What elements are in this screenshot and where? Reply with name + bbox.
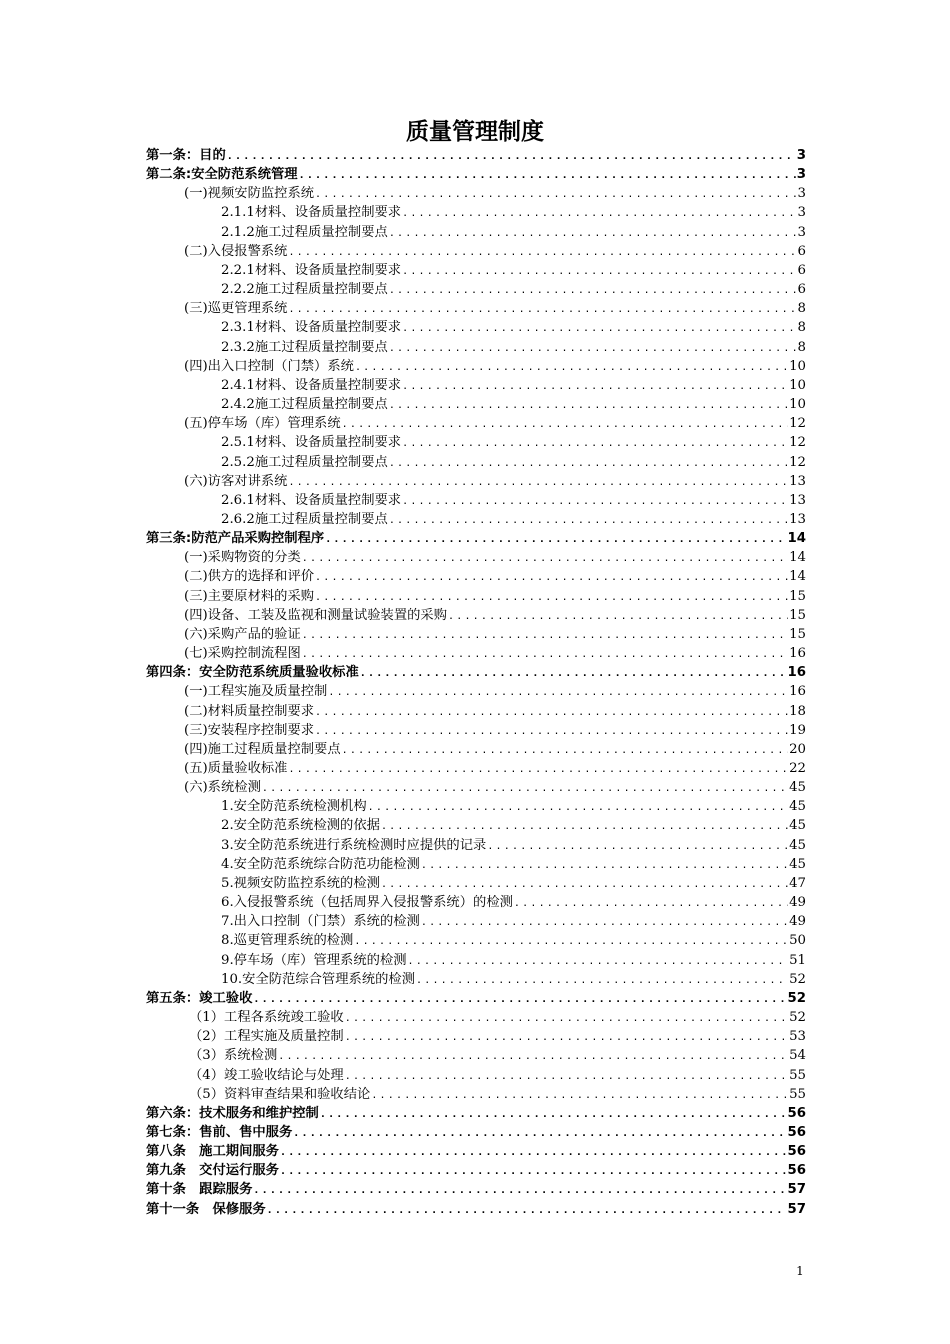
- document-title: 质量管理制度: [406, 119, 544, 145]
- toc-dot-leader: [421, 913, 788, 931]
- toc-dot-leader: [288, 243, 796, 261]
- toc-entry-page: 8: [797, 339, 806, 355]
- toc-entry-page: 16: [787, 665, 806, 681]
- toc-dot-leader: [325, 530, 786, 548]
- toc-dot-leader: [328, 683, 788, 701]
- toc-entry-page: 52: [787, 990, 806, 1006]
- toc-dot-leader: [368, 798, 788, 816]
- toc-entry-page: 3: [797, 186, 806, 202]
- toc-entry[interactable]: [146, 1200, 806, 1219]
- toc-entry-title: （2）工程实施及质量控制: [189, 1029, 344, 1045]
- toc-entry[interactable]: [146, 931, 806, 950]
- toc-entry[interactable]: [146, 433, 806, 452]
- toc-dot-leader: [389, 396, 788, 414]
- toc-entry[interactable]: [146, 740, 806, 759]
- toc-entry-title: 4.安全防范系统综合防范功能检测: [221, 856, 420, 872]
- toc-entry[interactable]: [146, 797, 806, 816]
- toc-dot-leader: [302, 626, 788, 644]
- toc-dot-leader: [253, 1181, 786, 1199]
- toc-entry-page: 45: [789, 837, 806, 853]
- toc-entry-title: 第七条：售前、售中服务: [146, 1124, 293, 1140]
- toc-entry[interactable]: [146, 587, 806, 606]
- toc-dot-leader: [227, 147, 796, 165]
- toc-entry-title: (五)质量验收标准: [184, 761, 288, 776]
- toc-entry[interactable]: [146, 1046, 806, 1065]
- toc-entry[interactable]: [146, 1104, 806, 1123]
- toc-entry-page: 3: [797, 205, 806, 221]
- toc-dot-leader: [389, 339, 797, 357]
- toc-entry-title: (二)供方的选择和评价: [184, 569, 315, 585]
- toc-entry-title: (三)巡更管理系统: [184, 301, 288, 317]
- toc-entry-page: 56: [787, 1105, 806, 1121]
- toc-entry-page: 12: [789, 454, 806, 470]
- toc-dot-leader: [299, 166, 796, 184]
- toc-entry-title: 2.3.2施工过程质量控制要点: [221, 339, 388, 355]
- toc-entry[interactable]: [146, 625, 806, 644]
- toc-dot-leader: [402, 262, 796, 280]
- toc-dot-leader: [288, 760, 788, 778]
- toc-entry-title: 2.1.1材料、设备质量控制要求: [221, 205, 402, 221]
- toc-dot-leader: [315, 568, 788, 586]
- toc-dot-leader: [345, 1028, 788, 1046]
- toc-entry-page: 57: [787, 1182, 806, 1198]
- toc-entry[interactable]: [146, 1180, 806, 1199]
- toc-dot-leader: [280, 1162, 787, 1180]
- toc-entry-page: 56: [787, 1144, 806, 1160]
- toc-dot-leader: [402, 492, 788, 510]
- toc-entry-title: 6.入侵报警系统（包括周界入侵报警系统）的检测: [221, 895, 513, 911]
- page-number: 1: [796, 1264, 804, 1278]
- toc-dot-leader: [315, 722, 788, 740]
- toc-entry[interactable]: [146, 261, 806, 280]
- toc-entry-title: （3）系统检测: [189, 1048, 278, 1064]
- toc-entry-page: 6: [797, 282, 806, 298]
- toc-entry-page: 15: [789, 607, 806, 623]
- toc-entry-page: 3: [796, 167, 806, 183]
- toc-entry-title: （4）竣工验收结论与处理: [189, 1067, 344, 1083]
- toc-entry-page: 22: [789, 761, 806, 776]
- toc-entry-title: 2.6.2施工过程质量控制要点: [221, 511, 388, 527]
- toc-entry-page: 10: [789, 397, 806, 413]
- toc-entry-title: 第三条:防范产品采购控制程序: [146, 531, 325, 547]
- toc-entry-title: 1.安全防范系统检测机构: [221, 799, 367, 815]
- toc-entry[interactable]: [146, 299, 806, 318]
- toc-entry[interactable]: [146, 165, 806, 184]
- toc-dot-leader: [389, 454, 788, 472]
- toc-entry-title: 2.4.2施工过程质量控制要点: [221, 397, 388, 413]
- toc-entry-title: (六)系统检测: [184, 780, 261, 796]
- toc-dot-leader: [355, 358, 788, 376]
- toc-dot-leader: [302, 645, 788, 663]
- toc-entry-page: 13: [789, 473, 806, 489]
- toc-entry-title: （5）资料审查结果和验收结论: [189, 1086, 371, 1102]
- toc-entry-title: (七)采购控制流程图: [184, 646, 301, 662]
- toc-entry-title: 第十条 跟踪服务: [146, 1182, 253, 1198]
- toc-entry-title: 第八条 施工期间服务: [146, 1144, 279, 1160]
- toc-entry-title: (四)出入口控制（门禁）系统: [184, 358, 354, 374]
- toc-entry[interactable]: [146, 836, 806, 855]
- toc-entry-page: 53: [789, 1029, 806, 1045]
- toc-entry[interactable]: [146, 912, 806, 931]
- toc-entry-title: 8.巡更管理系统的检测: [221, 933, 354, 949]
- toc-dot-leader: [402, 204, 796, 222]
- toc-entry-title: 5.视频安防监控系统的检测: [221, 875, 380, 891]
- toc-entry-page: 47: [789, 875, 806, 891]
- toc-entry-page: 52: [789, 971, 806, 987]
- toc-entry-title: 2.2.1材料、设备质量控制要求: [221, 262, 402, 278]
- toc-entry[interactable]: [146, 778, 806, 797]
- toc-entry-page: 49: [789, 914, 806, 930]
- toc-dot-leader: [381, 875, 788, 893]
- toc-entry-title: 第六条：技术服务和维护控制: [146, 1105, 319, 1121]
- toc-entry-page: 14: [787, 531, 806, 547]
- toc-entry[interactable]: [146, 510, 806, 529]
- toc-entry-title: 2.5.1材料、设备质量控制要求: [221, 435, 402, 451]
- toc-dot-leader: [408, 952, 789, 970]
- toc-entry[interactable]: [146, 376, 806, 395]
- toc-entry[interactable]: [146, 491, 806, 510]
- toc-entry[interactable]: [146, 855, 806, 874]
- toc-dot-leader: [315, 588, 788, 606]
- toc-entry-page: 16: [789, 646, 806, 662]
- toc-entry-page: 6: [797, 262, 806, 278]
- toc-entry-title: 2.6.1材料、设备质量控制要求: [221, 492, 402, 508]
- toc-dot-leader: [402, 434, 788, 452]
- toc-entry-page: 55: [789, 1086, 806, 1102]
- toc-entry-page: 45: [789, 818, 806, 834]
- toc-entry[interactable]: [146, 1142, 806, 1161]
- toc-entry-page: 54: [789, 1048, 806, 1064]
- toc-entry-page: 55: [789, 1067, 806, 1083]
- toc-entry[interactable]: [146, 682, 806, 701]
- toc-entry-title: (一)采购物资的分类: [184, 550, 301, 566]
- toc-entry[interactable]: [146, 318, 806, 337]
- toc-entry[interactable]: [146, 893, 806, 912]
- toc-entry-page: 6: [797, 243, 806, 259]
- toc-entry[interactable]: [146, 1066, 806, 1085]
- toc-entry-title: (六)采购产品的验证: [184, 626, 301, 642]
- toc-entry[interactable]: [146, 223, 806, 242]
- toc-entry-page: 16: [789, 684, 806, 700]
- toc-entry-title: 第五条：竣工验收: [146, 990, 253, 1006]
- toc-dot-leader: [345, 1009, 788, 1027]
- toc-dot-leader: [360, 664, 787, 682]
- toc-entry[interactable]: [146, 472, 806, 491]
- toc-entry-page: 12: [789, 416, 806, 432]
- toc-entry-title: （1）工程各系统竣工验收: [189, 1010, 344, 1026]
- toc-entry-title: (二)入侵报警系统: [184, 243, 288, 259]
- toc-dot-leader: [514, 894, 788, 912]
- toc-dot-leader: [278, 1047, 788, 1065]
- toc-entry[interactable]: [146, 606, 806, 625]
- toc-dot-leader: [315, 703, 788, 721]
- toc-entry[interactable]: [146, 280, 806, 299]
- toc-entry-title: (三)主要原材料的采购: [184, 588, 315, 604]
- toc-dot-leader: [448, 607, 788, 625]
- toc-entry-title: 第九条 交付运行服务: [146, 1163, 279, 1179]
- toc-entry-page: 45: [789, 799, 806, 815]
- toc-entry[interactable]: [146, 874, 806, 893]
- toc-dot-leader: [320, 1105, 787, 1123]
- toc-entry-title: 3.安全防范系统进行系统检测时应提供的记录: [221, 837, 487, 853]
- toc-entry-page: 49: [789, 895, 806, 911]
- toc-entry[interactable]: [146, 338, 806, 357]
- toc-dot-leader: [345, 1067, 788, 1085]
- toc-entry-page: 56: [787, 1163, 806, 1179]
- toc-dot-leader: [315, 185, 796, 203]
- toc-entry[interactable]: [146, 1027, 806, 1046]
- toc-dot-leader: [288, 473, 788, 491]
- toc-entry-title: 第四条：安全防范系统质量验收标准: [146, 665, 359, 681]
- toc-entry-title: 10.安全防范综合管理系统的检测: [221, 971, 416, 987]
- toc-entry[interactable]: [146, 663, 806, 682]
- toc-entry-page: 15: [789, 626, 806, 642]
- toc-dot-leader: [354, 932, 788, 950]
- toc-dot-leader: [389, 511, 788, 529]
- toc-entry[interactable]: [146, 1008, 806, 1027]
- toc-dot-leader: [280, 1143, 787, 1161]
- toc-entry-title: (四)施工过程质量控制要点: [184, 741, 341, 757]
- toc-entry-page: 3: [796, 148, 806, 163]
- toc-dot-leader: [342, 415, 788, 433]
- toc-entry-page: 10: [789, 358, 806, 374]
- toc-entry[interactable]: [146, 184, 806, 203]
- toc-entry-title: (三)安装程序控制要求: [184, 722, 315, 738]
- toc-entry-title: 7.出入口控制（门禁）系统的检测: [221, 914, 420, 930]
- toc-entry-title: (六)访客对讲系统: [184, 473, 288, 489]
- toc-entry-page: 50: [789, 933, 806, 949]
- toc-entry-page: 10: [789, 377, 806, 393]
- toc-dot-leader: [262, 779, 788, 797]
- toc-dot-leader: [402, 377, 788, 395]
- toc-entry-page: 20: [789, 741, 806, 757]
- toc-entry-title: (一)工程实施及质量控制: [184, 684, 328, 700]
- toc-entry[interactable]: [146, 759, 806, 778]
- toc-dot-leader: [389, 281, 797, 299]
- toc-entry[interactable]: [146, 567, 806, 586]
- toc-entry-title: (四)设备、工装及监视和测量试验装置的采购: [184, 607, 448, 623]
- toc-entry-page: 51: [789, 952, 806, 968]
- toc-entry[interactable]: [146, 1161, 806, 1180]
- toc-entry-page: 56: [787, 1124, 806, 1140]
- toc-entry[interactable]: [146, 816, 806, 835]
- toc-entry-title: 2.安全防范系统检测的依据: [221, 818, 380, 834]
- toc-dot-leader: [267, 1201, 787, 1219]
- toc-entry-page: 3: [797, 224, 806, 240]
- toc-entry[interactable]: [146, 395, 806, 414]
- toc-entry[interactable]: [146, 357, 806, 376]
- toc-entry-page: 12: [789, 435, 806, 451]
- toc-entry[interactable]: [146, 146, 806, 165]
- toc-entry[interactable]: [146, 644, 806, 663]
- toc-dot-leader: [371, 1086, 788, 1104]
- toc-entry-title: (五)停车场（库）管理系统: [184, 416, 341, 432]
- toc-entry-title: (二)材料质量控制要求: [184, 703, 315, 719]
- toc-entry-title: 第十一条 保修服务: [146, 1201, 266, 1217]
- toc-entry[interactable]: [146, 1123, 806, 1142]
- toc-dot-leader: [421, 856, 788, 874]
- toc-entry-title: 2.3.1材料、设备质量控制要求: [221, 320, 402, 336]
- toc-entry-title: 第一条：目的: [146, 148, 226, 163]
- toc-entry-page: 8: [797, 301, 806, 317]
- toc-entry-page: 19: [789, 722, 806, 738]
- toc-entry[interactable]: [146, 203, 806, 222]
- toc-entry[interactable]: [146, 242, 806, 261]
- toc-entry[interactable]: [146, 989, 806, 1008]
- toc-dot-leader: [381, 817, 788, 835]
- toc-entry-title: 9.停车场（库）管理系统的检测: [221, 952, 407, 968]
- toc-dot-leader: [253, 990, 786, 1008]
- toc-dot-leader: [487, 837, 788, 855]
- toc-entry[interactable]: [146, 970, 806, 989]
- toc-entry[interactable]: [146, 1085, 806, 1104]
- toc-entry-page: 57: [787, 1201, 806, 1217]
- toc-entry[interactable]: [146, 951, 806, 970]
- toc-dot-leader: [416, 971, 788, 989]
- toc-entry[interactable]: [146, 702, 806, 721]
- toc-entry[interactable]: [146, 721, 806, 740]
- toc-entry-page: 13: [789, 492, 806, 508]
- toc-dot-leader: [293, 1124, 786, 1142]
- toc-entry-page: 45: [789, 856, 806, 872]
- toc-dot-leader: [389, 224, 797, 242]
- toc-entry[interactable]: [146, 453, 806, 472]
- toc-dot-leader: [402, 319, 796, 337]
- toc-entry-title: 2.1.2施工过程质量控制要点: [221, 224, 388, 240]
- toc-entry-page: 14: [789, 569, 806, 585]
- toc-entry-page: 14: [789, 550, 806, 566]
- toc-entry[interactable]: [146, 548, 806, 567]
- table-of-contents: [146, 146, 806, 1219]
- toc-entry[interactable]: [146, 529, 806, 548]
- toc-entry-page: 8: [797, 320, 806, 336]
- toc-entry-page: 45: [789, 780, 806, 796]
- toc-entry-page: 13: [789, 511, 806, 527]
- toc-dot-leader: [342, 741, 788, 759]
- toc-entry[interactable]: [146, 414, 806, 433]
- toc-entry-title: 2.5.2施工过程质量控制要点: [221, 454, 388, 470]
- toc-dot-leader: [302, 549, 788, 567]
- toc-entry-page: 15: [789, 588, 806, 604]
- toc-entry-title: (一)视频安防监控系统: [184, 186, 315, 202]
- toc-dot-leader: [288, 300, 796, 318]
- toc-entry-page: 18: [789, 703, 806, 719]
- toc-entry-title: 2.2.2施工过程质量控制要点: [221, 282, 388, 298]
- toc-entry-page: 52: [789, 1010, 806, 1026]
- toc-entry-title: 2.4.1材料、设备质量控制要求: [221, 377, 402, 393]
- toc-entry-title: 第二条:安全防范系统管理: [146, 167, 298, 183]
